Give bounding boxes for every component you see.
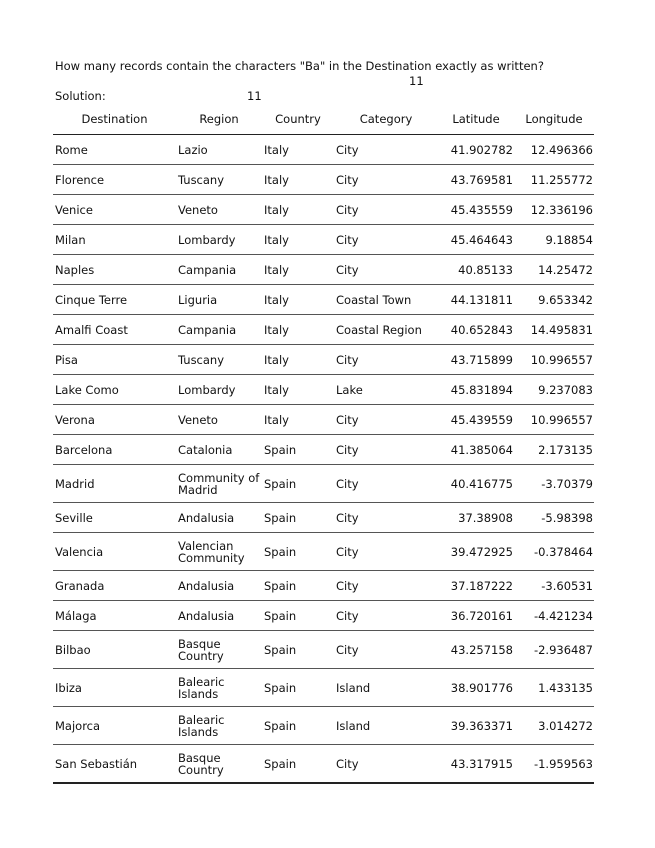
cell-region: Veneto [176, 195, 262, 225]
cell-longitude: -4.421234 [514, 601, 594, 631]
cell-region: Lombardy [176, 375, 262, 405]
question-text: How many records contain the characters "Ba" in the Destination exactly as written? [55, 59, 544, 73]
cell-region: Catalonia [176, 435, 262, 465]
cell-latitude: 45.831894 [438, 375, 514, 405]
cell-country: Italy [262, 225, 334, 255]
cell-country: Spain [262, 533, 334, 571]
table-row [53, 255, 594, 285]
cell-region: Basque Country [176, 745, 262, 784]
table-row [53, 225, 594, 255]
cell-region: Campania [176, 255, 262, 285]
cell-longitude: -1.959563 [514, 745, 594, 784]
table-body [53, 135, 594, 784]
destinations-table [53, 104, 594, 784]
cell-latitude: 43.317915 [438, 745, 514, 784]
cell-category: City [334, 601, 438, 631]
table-row [53, 669, 594, 707]
table-row [53, 503, 594, 533]
cell-country: Italy [262, 405, 334, 435]
cell-category: City [334, 465, 438, 503]
cell-category: City [334, 135, 438, 165]
cell-longitude: 14.25472 [514, 255, 594, 285]
table-row [53, 135, 594, 165]
cell-destination: Amalfi Coast [53, 315, 176, 345]
cell-latitude: 41.902782 [438, 135, 514, 165]
cell-region: Lombardy [176, 225, 262, 255]
cell-country: Spain [262, 631, 334, 669]
column-header: Latitude [438, 104, 514, 135]
cell-longitude: 2.173135 [514, 435, 594, 465]
cell-destination: San Sebastián [53, 745, 176, 784]
cell-longitude: 1.433135 [514, 669, 594, 707]
cell-longitude: -3.60531 [514, 571, 594, 601]
column-header: Country [262, 104, 334, 135]
cell-country: Spain [262, 707, 334, 745]
cell-latitude: 38.901776 [438, 669, 514, 707]
cell-region: Andalusia [176, 571, 262, 601]
cell-region: Tuscany [176, 345, 262, 375]
cell-latitude: 44.131811 [438, 285, 514, 315]
cell-destination: Naples [53, 255, 176, 285]
cell-longitude: 11.255772 [514, 165, 594, 195]
cell-destination: Ibiza [53, 669, 176, 707]
cell-destination: Granada [53, 571, 176, 601]
cell-latitude: 39.363371 [438, 707, 514, 745]
cell-country: Italy [262, 285, 334, 315]
table-row [53, 375, 594, 405]
cell-country: Spain [262, 571, 334, 601]
cell-longitude: -3.70379 [514, 465, 594, 503]
cell-longitude: 9.653342 [514, 285, 594, 315]
cell-destination: Madrid [53, 465, 176, 503]
cell-longitude: 12.336196 [514, 195, 594, 225]
cell-country: Spain [262, 601, 334, 631]
answer-value: 11 [409, 74, 424, 88]
cell-latitude: 37.187222 [438, 571, 514, 601]
cell-region: Tuscany [176, 165, 262, 195]
cell-category: City [334, 745, 438, 784]
cell-latitude: 37.38908 [438, 503, 514, 533]
cell-latitude: 43.257158 [438, 631, 514, 669]
cell-region: Valencian Community [176, 533, 262, 571]
table-row [53, 601, 594, 631]
cell-region: Veneto [176, 405, 262, 435]
solution-label: Solution: [55, 89, 106, 103]
solution-value: 11 [247, 89, 262, 103]
table-row [53, 165, 594, 195]
table-row [53, 195, 594, 225]
cell-longitude: -0.378464 [514, 533, 594, 571]
cell-latitude: 45.439559 [438, 405, 514, 435]
cell-destination: Barcelona [53, 435, 176, 465]
cell-country: Italy [262, 255, 334, 285]
cell-longitude: 9.237083 [514, 375, 594, 405]
cell-country: Spain [262, 465, 334, 503]
cell-longitude: -5.98398 [514, 503, 594, 533]
cell-destination: Florence [53, 165, 176, 195]
column-header: Category [334, 104, 438, 135]
cell-longitude: 10.996557 [514, 345, 594, 375]
cell-region: Liguria [176, 285, 262, 315]
cell-region: Andalusia [176, 601, 262, 631]
cell-longitude: 14.495831 [514, 315, 594, 345]
cell-destination: Málaga [53, 601, 176, 631]
cell-country: Italy [262, 135, 334, 165]
cell-category: Coastal Town [334, 285, 438, 315]
table-row [53, 571, 594, 601]
cell-destination: Verona [53, 405, 176, 435]
table-row [53, 745, 594, 784]
cell-category: City [334, 165, 438, 195]
cell-country: Spain [262, 669, 334, 707]
cell-region: Community of Madrid [176, 465, 262, 503]
cell-category: City [334, 533, 438, 571]
table-row [53, 631, 594, 669]
cell-category: Lake [334, 375, 438, 405]
cell-destination: Milan [53, 225, 176, 255]
cell-category: Island [334, 669, 438, 707]
cell-category: City [334, 255, 438, 285]
cell-country: Spain [262, 435, 334, 465]
header-row [53, 104, 594, 135]
table-row [53, 285, 594, 315]
table-row [53, 345, 594, 375]
cell-category: City [334, 195, 438, 225]
cell-country: Italy [262, 315, 334, 345]
cell-region: Andalusia [176, 503, 262, 533]
cell-longitude: 3.014272 [514, 707, 594, 745]
cell-longitude: 12.496366 [514, 135, 594, 165]
cell-latitude: 40.416775 [438, 465, 514, 503]
cell-region: Balearic Islands [176, 669, 262, 707]
cell-category: Coastal Region [334, 315, 438, 345]
cell-destination: Venice [53, 195, 176, 225]
table-row [53, 533, 594, 571]
cell-latitude: 39.472925 [438, 533, 514, 571]
cell-category: City [334, 405, 438, 435]
cell-destination: Cinque Terre [53, 285, 176, 315]
cell-country: Italy [262, 165, 334, 195]
cell-longitude: -2.936487 [514, 631, 594, 669]
cell-destination: Pisa [53, 345, 176, 375]
table-row [53, 315, 594, 345]
cell-destination: Rome [53, 135, 176, 165]
cell-category: City [334, 631, 438, 669]
cell-category: City [334, 503, 438, 533]
table-row [53, 435, 594, 465]
cell-longitude: 10.996557 [514, 405, 594, 435]
cell-region: Balearic Islands [176, 707, 262, 745]
cell-region: Basque Country [176, 631, 262, 669]
cell-category: City [334, 435, 438, 465]
table-header [53, 104, 594, 135]
cell-country: Italy [262, 375, 334, 405]
cell-latitude: 40.85133 [438, 255, 514, 285]
cell-latitude: 40.652843 [438, 315, 514, 345]
cell-latitude: 43.769581 [438, 165, 514, 195]
cell-country: Spain [262, 503, 334, 533]
cell-category: Island [334, 707, 438, 745]
cell-category: City [334, 345, 438, 375]
cell-destination: Bilbao [53, 631, 176, 669]
cell-destination: Valencia [53, 533, 176, 571]
cell-category: City [334, 225, 438, 255]
cell-region: Campania [176, 315, 262, 345]
cell-country: Spain [262, 745, 334, 784]
column-header: Destination [53, 104, 176, 135]
cell-country: Italy [262, 195, 334, 225]
cell-latitude: 43.715899 [438, 345, 514, 375]
cell-longitude: 9.18854 [514, 225, 594, 255]
table-row [53, 707, 594, 745]
cell-destination: Lake Como [53, 375, 176, 405]
cell-destination: Seville [53, 503, 176, 533]
cell-latitude: 41.385064 [438, 435, 514, 465]
column-header: Region [176, 104, 262, 135]
cell-destination: Majorca [53, 707, 176, 745]
cell-country: Italy [262, 345, 334, 375]
table-row [53, 405, 594, 435]
cell-region: Lazio [176, 135, 262, 165]
cell-category: City [334, 571, 438, 601]
cell-latitude: 45.464643 [438, 225, 514, 255]
cell-latitude: 45.435559 [438, 195, 514, 225]
table-row [53, 465, 594, 503]
column-header: Longitude [514, 104, 594, 135]
cell-latitude: 36.720161 [438, 601, 514, 631]
